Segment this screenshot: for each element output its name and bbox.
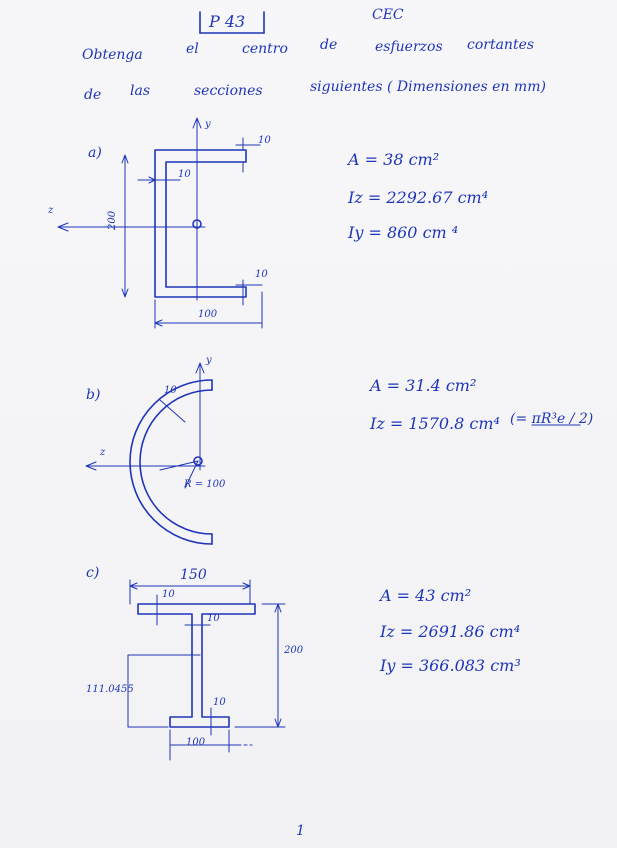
section-c-result-iy: Iy = 366.083 cm³ — [380, 656, 521, 675]
section-a-z-axis-label: z — [48, 205, 54, 216]
section-a-result-iz: Iz = 2292.67 cm⁴ — [348, 188, 489, 207]
statement-word-3: centro — [242, 41, 288, 57]
section-a-result-iy: Iy = 860 cm ⁴ — [348, 223, 459, 242]
section-b-dim-radius: R = 100 — [184, 479, 226, 490]
statement-word-9: secciones — [194, 83, 263, 99]
section-c-dim-centroid: 111.0455 — [86, 684, 134, 695]
section-a-dim-width: 100 — [198, 309, 218, 320]
section-b-label: b) — [86, 387, 101, 403]
section-b-formula: (= πR³e / 2) — [510, 411, 594, 427]
section-b-result-area: A = 31.4 cm² — [370, 376, 477, 395]
section-a-dim-height: 200 — [107, 210, 118, 230]
section-c-dim-bottom-width: 100 — [186, 737, 206, 748]
section-c-label: c) — [86, 565, 100, 581]
section-a-y-axis-label: y — [205, 119, 211, 130]
statement-word-2: el — [186, 41, 199, 57]
section-a-dim-web: 10 — [178, 169, 191, 180]
section-c-dim-height: 200 — [284, 645, 304, 656]
section-c-result-iz: Iz = 2691.86 cm⁴ — [380, 622, 521, 641]
statement-word-4: de — [320, 37, 338, 53]
section-a-dim-bottom-flange: 10 — [255, 269, 268, 280]
problem-label: P 43 — [209, 12, 246, 31]
statement-word-6: cortantes — [467, 37, 535, 53]
section-c-result-area: A = 43 cm² — [380, 586, 472, 605]
page-number: 1 — [296, 823, 305, 839]
statement-word-5: esfuerzos — [375, 39, 443, 55]
section-c-dim-top-width: 150 — [180, 567, 207, 583]
statement-word-10: siguientes ( Dimensiones en mm) — [310, 79, 546, 95]
section-b-result-iz: Iz = 1570.8 cm⁴ — [370, 414, 500, 433]
statement-word-8: las — [130, 83, 151, 99]
section-c-dim-bottom-flange: 10 — [213, 697, 226, 708]
section-c-drawing — [128, 580, 285, 760]
section-a-dim-top-flange: 10 — [258, 135, 271, 146]
section-b-z-axis-label: z — [100, 447, 106, 458]
section-a-result-area: A = 38 cm² — [348, 150, 440, 169]
statement-word-7: de — [84, 87, 102, 103]
section-b-y-axis-label: y — [206, 355, 212, 366]
section-a-label: a) — [88, 145, 102, 161]
statement-word-1: Obtenga — [82, 47, 143, 63]
section-c-dim-web: 10 — [207, 613, 220, 624]
section-c-dim-top-flange: 10 — [162, 589, 175, 600]
course-label: CEC — [372, 7, 404, 23]
section-b-dim-thickness: 10 — [164, 385, 177, 396]
